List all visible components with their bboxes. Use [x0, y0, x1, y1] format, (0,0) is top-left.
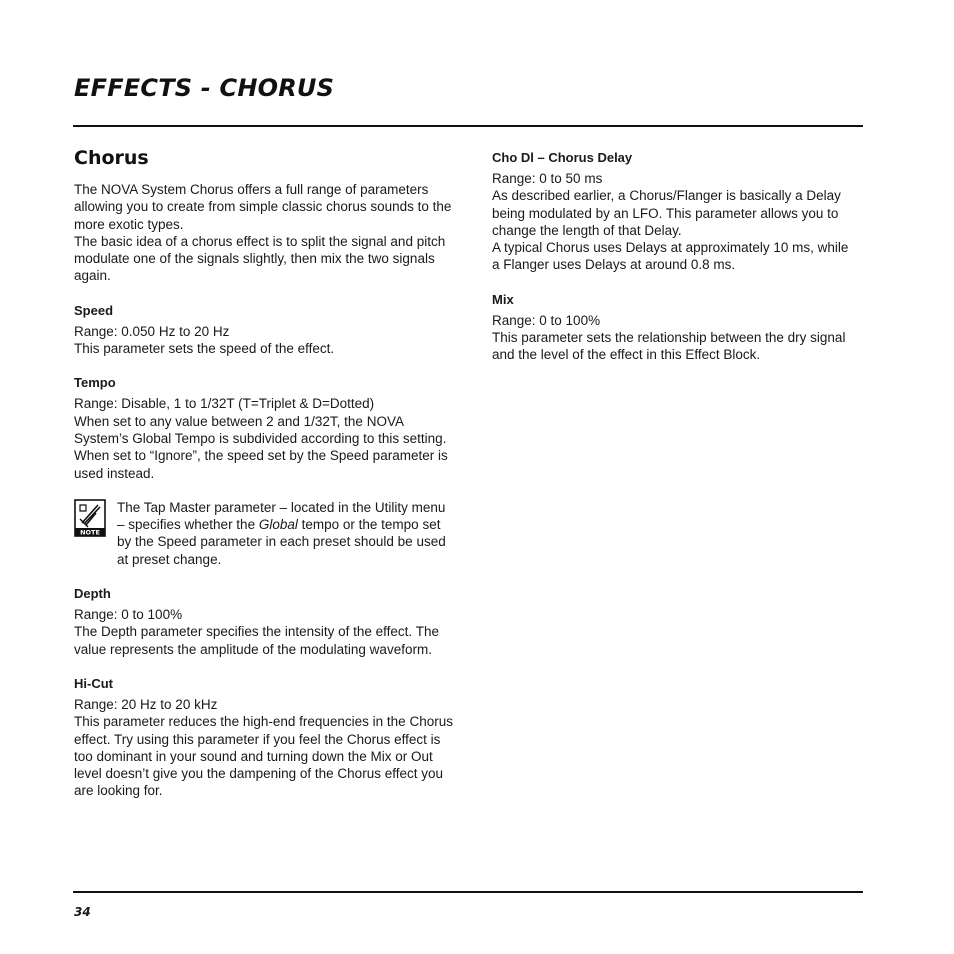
mix-range: Range: 0 to 100% — [492, 312, 601, 328]
mix-heading: Mix — [492, 291, 514, 307]
section-title: Chorus — [74, 147, 149, 169]
note-text-before: The Tap Master parameter – located in the Utility menu – specifies whether the — [117, 499, 446, 533]
hicut-range: Range: 20 Hz to 20 kHz — [74, 696, 218, 712]
page-number: 34 — [74, 905, 91, 919]
page-title: EFFECTS - CHORUS — [74, 74, 335, 102]
note-text — [117, 499, 454, 568]
tempo-description: When set to any value between 2 and 1/32T, the NOVA System’s Global Tempo is subdivided according to this setting. When set to “Ignore”, the speed set by the Speed parameter is used instead. — [74, 413, 448, 481]
footer-rule — [73, 891, 863, 893]
speed-block — [74, 302, 454, 358]
depth-range: Range: 0 to 100% — [74, 607, 183, 623]
tempo-range: Range: Disable, 1 to 1/32T (T=Triplet & D=Dotted) — [74, 396, 375, 412]
note-callout — [74, 499, 454, 568]
mix-description: This parameter sets the relationship between the dry signal and the level of the effect in this Effect Block. — [492, 330, 846, 363]
speed-heading: Speed — [74, 302, 114, 318]
chodl-heading: Cho Dl – Chorus Delay — [492, 150, 633, 165]
hicut-block — [74, 675, 454, 800]
mix-block — [492, 291, 852, 364]
note-text-after: tempo or the tempo set by the Speed parameter in each preset should be used at preset change. — [117, 517, 446, 567]
chodl-description: As described earlier, a Chorus/Flanger is basically a Delay being modulated by an LFO. This parameter allows you to change the length of that Delay. — [492, 188, 841, 238]
tempo-block — [74, 374, 454, 481]
left-column — [74, 146, 454, 817]
depth-heading: Depth — [74, 586, 111, 602]
right-column — [492, 149, 852, 381]
note-icon — [74, 499, 106, 537]
note-icon-label: NOTE — [80, 528, 100, 537]
hicut-heading: Hi-Cut — [74, 675, 113, 691]
chodl-block — [492, 149, 852, 274]
depth-block — [74, 585, 454, 658]
intro-paragraph: The NOVA System Chorus offers a full range of parameters allowing you to create from simple classic chorus sounds to the more exotic types. — [74, 182, 452, 232]
note-text-emphasis: Global — [258, 517, 298, 533]
intro-paragraph: The basic idea of a chorus effect is to split the signal and pitch modulate one of the signals slightly, then mix the two signals again. — [74, 233, 446, 284]
header-rule — [73, 125, 863, 127]
intro-block — [74, 181, 454, 285]
depth-description: The Depth parameter specifies the intensity of the effect. The value represents the amplitude of the modulating waveform. — [74, 624, 439, 657]
hicut-description: This parameter reduces the high-end frequencies in the Chorus effect. Try using this parameter if you feel the Chorus effect is too dominant in your sound and turning down the Mix or Out level doesn’t give you the dampening of the Chorus effect you are looking for. — [74, 714, 453, 799]
speed-description: This parameter sets the speed of the effect. — [74, 341, 335, 357]
chodl-range: Range: 0 to 50 ms — [492, 171, 603, 186]
chodl-description-2: A typical Chorus uses Delays at approximately 10 ms, while a Flanger uses Delays at around 0.8 ms. — [492, 240, 849, 273]
tempo-heading: Tempo — [74, 375, 116, 391]
speed-range: Range: 0.050 Hz to 20 Hz — [74, 323, 230, 339]
